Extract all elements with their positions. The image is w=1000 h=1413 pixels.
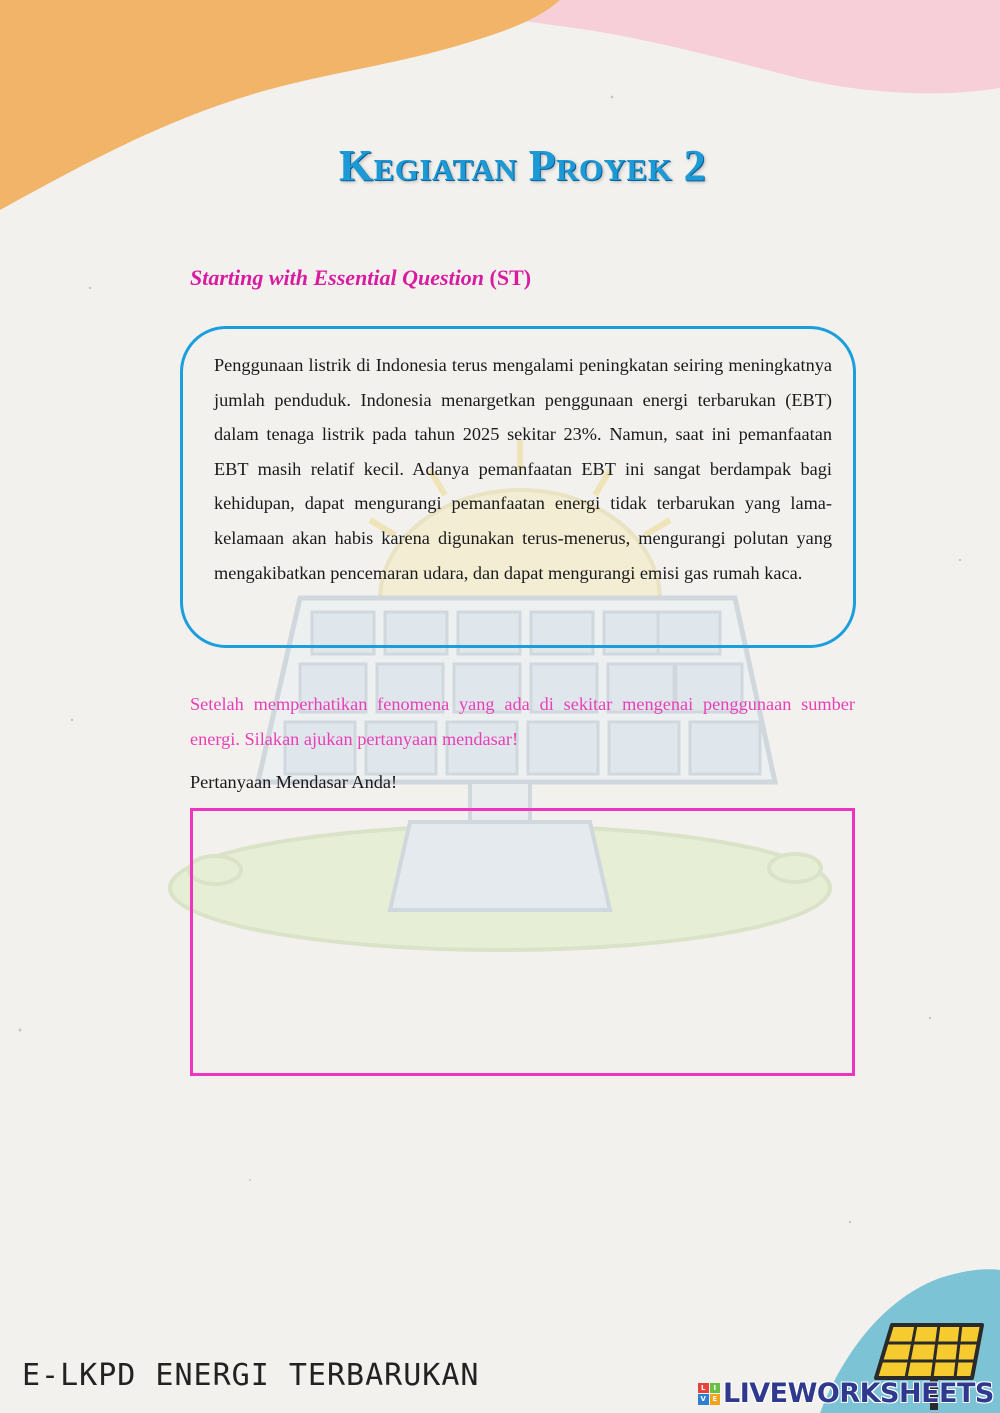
liveworksheets-logo[interactable] [698, 1378, 994, 1409]
subtitle-suffix: (ST) [489, 265, 532, 290]
instruction-text: Setelah memperhatikan fenomena yang ada di sekitar mengenai penggunaan sumber energi. Silakan ajukan pertanyaan mendasar! [190, 694, 855, 749]
subtitle-italic: Starting with Essential Question [190, 265, 485, 290]
page-title: Kegiatan Proyek 2 [338, 141, 707, 190]
section-subtitle [190, 265, 531, 291]
liveworksheets-brand: LIVEWORKSHEETS [723, 1378, 994, 1409]
footer-label: E-LKPD ENERGI TERBARUKAN [22, 1358, 480, 1393]
essential-question-text: Penggunaan listrik di Indonesia terus mengalami peningkatan seiring meningkatnya jumlah penduduk. Indonesia menargetkan penggunaan energi terbarukan (EBT) dalam tenaga listrik pada tahun 2025 sekitar 23%. Namun, saat ini pemanfaatan EBT masih relatif kecil. Adanya pemanfaatan EBT ini sangat berdampak bagi kehidupan, dapat mengurangi pemanfaatan energi tidak terbarukan yang lama-kelamaan akan habis karena digunakan terus-menerus, mengurangi polutan yang mengakibatkan pencemaran udara, dan dapat mengurangi emisi gas rumah kaca. [214, 355, 832, 583]
liveworksheets-icon: L I V E [698, 1383, 720, 1405]
answer-input[interactable] [190, 808, 855, 1076]
answer-label: Pertanyaan Mendasar Anda! [190, 772, 398, 792]
